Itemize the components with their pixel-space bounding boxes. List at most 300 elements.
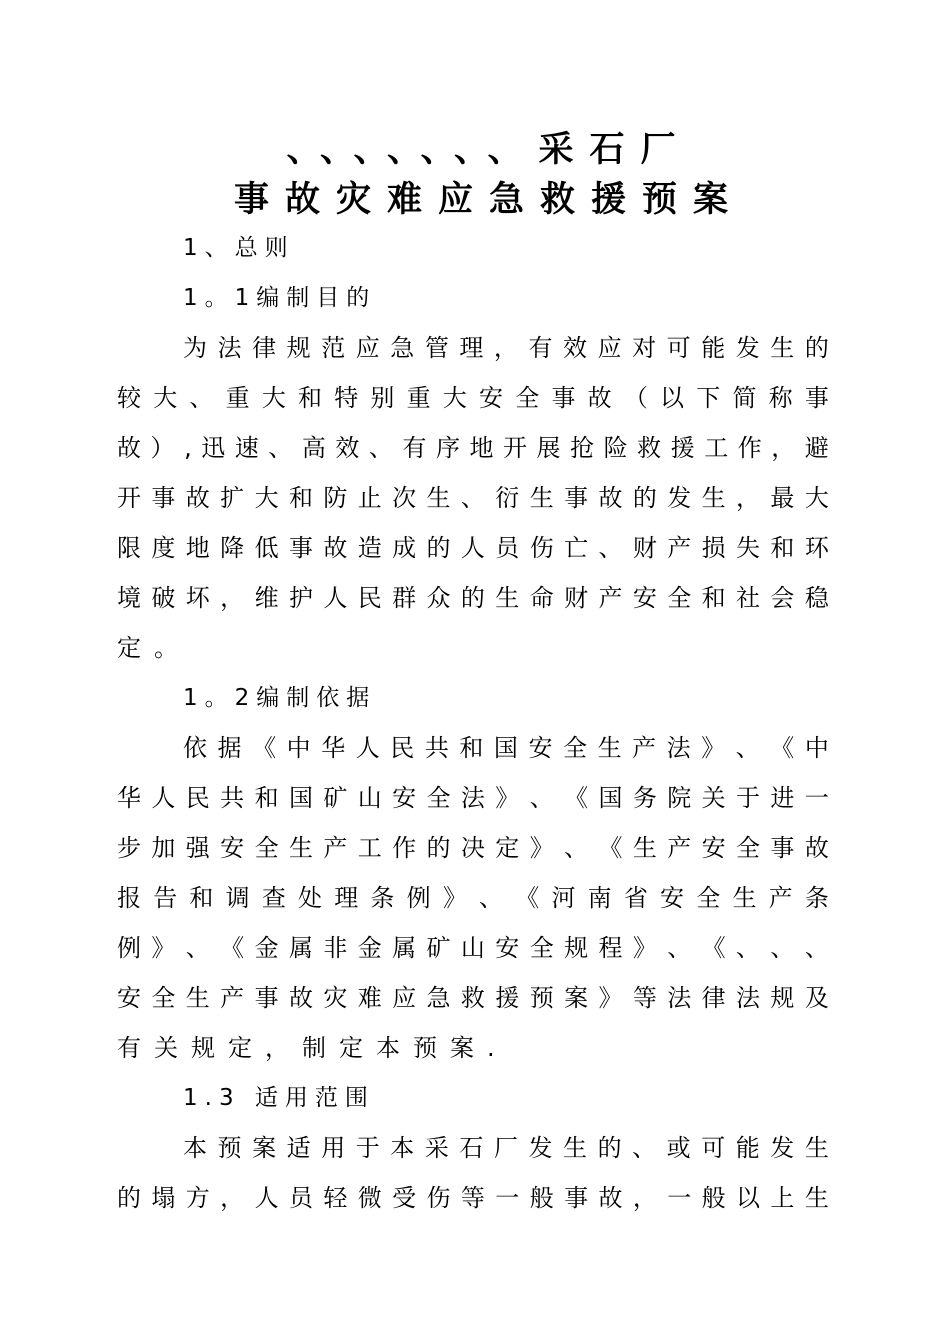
text-char: 务 <box>632 784 657 812</box>
text-char: 作 <box>737 434 762 462</box>
text-char: 以 <box>736 1184 761 1212</box>
text-char: 人 <box>460 534 485 562</box>
document-title-line1: 、、、、、、、采石厂 <box>286 130 692 170</box>
text-char: ） <box>150 434 175 462</box>
text-char: 稳 <box>804 584 829 612</box>
paragraph-line <box>117 632 829 664</box>
text-char: 产 <box>667 534 692 562</box>
text-char: 人 <box>355 734 380 762</box>
text-char: 援 <box>670 434 695 462</box>
text-char: 全 <box>736 834 761 862</box>
text-char: 安 <box>479 384 504 412</box>
text-char: 社 <box>736 584 761 612</box>
text-char: 步 <box>117 834 141 862</box>
text-char: 有 <box>528 334 553 362</box>
text-char: 案 <box>252 1134 277 1162</box>
text-char: ， <box>771 434 796 462</box>
text-char: 发 <box>770 1134 795 1162</box>
text-char: 急 <box>426 984 451 1012</box>
text-char: 《 <box>598 834 623 862</box>
text-char: 定 <box>495 834 520 862</box>
text-char: 一 <box>804 784 829 812</box>
text-char: 众 <box>426 584 451 612</box>
text-char: 故 <box>185 484 210 512</box>
text-char: 的 <box>597 1134 622 1162</box>
text-char: 发 <box>667 484 692 512</box>
text-char: 关 <box>154 1034 178 1062</box>
text-char: 《 <box>252 734 277 762</box>
text-char: 全 <box>515 384 540 412</box>
text-char: 安 <box>392 784 417 812</box>
text-char: 关 <box>701 784 726 812</box>
text-char: 金 <box>254 934 279 962</box>
paragraph-line <box>117 882 829 914</box>
text-char: 中 <box>286 734 311 762</box>
text-char: 管 <box>424 334 449 362</box>
text-char: 全 <box>696 884 721 912</box>
text-char: , <box>184 434 192 462</box>
text-char: 理 <box>459 334 484 362</box>
text-char: 发 <box>735 334 760 362</box>
paragraph-line <box>117 982 829 1014</box>
text-char: 简 <box>732 384 757 412</box>
text-char: 次 <box>392 484 417 512</box>
text-char: 本 <box>183 1134 207 1162</box>
text-char: 、 <box>667 934 692 962</box>
paragraph-line <box>183 732 829 764</box>
text-char: 律 <box>701 984 726 1012</box>
text-char: 、 <box>189 384 214 412</box>
text-char: 亡 <box>564 534 589 562</box>
text-char: 生 <box>701 484 726 512</box>
text-char: 发 <box>528 1134 553 1162</box>
text-char: 生 <box>426 484 451 512</box>
text-char: 和 <box>288 484 313 512</box>
text-char: 矿 <box>426 934 451 962</box>
text-char: 境 <box>117 584 141 612</box>
text-char: 理 <box>334 884 359 912</box>
text-char: 法 <box>667 984 692 1012</box>
text-char: 速 <box>234 434 259 462</box>
text-char: 急 <box>390 334 415 362</box>
text-char: ， <box>632 1184 657 1212</box>
text-char: 例 <box>406 884 431 912</box>
text-char: 低 <box>254 534 279 562</box>
text-char: 效 <box>335 434 360 462</box>
text-char: 的 <box>426 534 451 562</box>
text-char: 华 <box>117 784 141 812</box>
text-char: 工 <box>357 834 382 862</box>
text-char: 或 <box>666 1134 691 1162</box>
text-char: 别 <box>370 384 395 412</box>
text-char: 南 <box>587 884 612 912</box>
text-char: 产 <box>598 584 623 612</box>
section-heading-basis: 1。2编制依据 <box>183 685 377 711</box>
text-char: 国 <box>493 734 518 762</box>
paragraph-line <box>117 432 829 464</box>
text-char: 》 <box>701 734 726 762</box>
text-char: 对 <box>632 334 657 362</box>
text-char: 故 <box>323 534 348 562</box>
text-char: 等 <box>460 1184 485 1212</box>
text-char: 生 <box>770 334 795 362</box>
text-char: 调 <box>225 884 250 912</box>
text-char: 生 <box>597 734 622 762</box>
text-char: 止 <box>357 484 382 512</box>
text-char: 案 <box>450 1034 474 1062</box>
text-char: 非 <box>323 934 348 962</box>
text-char: 限 <box>117 534 141 562</box>
text-char: 定 <box>117 634 141 662</box>
text-char: 、 <box>735 734 760 762</box>
text-char: 抢 <box>570 434 595 462</box>
text-char: 《 <box>564 784 589 812</box>
text-char: 程 <box>598 934 623 962</box>
text-char: 人 <box>254 1184 279 1212</box>
text-char: 微 <box>357 1184 382 1212</box>
text-char: 和 <box>701 584 726 612</box>
text-char: 《 <box>515 884 540 912</box>
text-char: 般 <box>701 1184 726 1212</box>
text-char: 作 <box>392 834 417 862</box>
text-char: 加 <box>151 834 176 862</box>
text-char: 故 <box>598 484 623 512</box>
text-char: 安 <box>528 734 553 762</box>
text-char: 、 <box>804 934 829 962</box>
text-char: 制 <box>302 1034 326 1062</box>
text-char: 法 <box>666 734 691 762</box>
text-char: 、 <box>529 784 554 812</box>
text-char: 报 <box>117 884 141 912</box>
paragraph-line <box>117 532 829 564</box>
text-char: 法 <box>736 984 761 1012</box>
text-char: 属 <box>288 934 313 962</box>
text-char: 开 <box>117 484 141 512</box>
text-char: 定 <box>228 1034 252 1062</box>
text-char: 上 <box>770 1184 795 1212</box>
text-char: 、 <box>368 434 393 462</box>
text-char: 和 <box>254 784 279 812</box>
text-char: 本 <box>376 1034 400 1062</box>
text-char: 故 <box>804 834 829 862</box>
text-char: 》 <box>529 834 554 862</box>
text-char: 受 <box>392 1184 417 1212</box>
text-char: 及 <box>804 984 829 1012</box>
text-char: 采 <box>424 1134 449 1162</box>
text-char: 的 <box>460 584 485 612</box>
text-char: 等 <box>632 984 657 1012</box>
text-char: 事 <box>804 384 829 412</box>
text-char: 故 <box>288 984 313 1012</box>
text-char: 条 <box>804 884 829 912</box>
text-char: 产 <box>323 834 348 862</box>
text-char: 共 <box>424 734 449 762</box>
text-char: 。 <box>154 634 178 662</box>
text-char: 金 <box>357 934 382 962</box>
text-char: 产 <box>220 984 245 1012</box>
text-char: 避 <box>804 434 829 462</box>
text-char: 高 <box>301 434 326 462</box>
text-char: 产 <box>632 734 657 762</box>
text-char: 一 <box>667 1184 692 1212</box>
text-char: 、 <box>598 534 623 562</box>
text-char: 度 <box>151 534 176 562</box>
text-char: 》 <box>495 784 520 812</box>
text-char: 有 <box>117 1034 141 1062</box>
text-char: 员 <box>495 534 520 562</box>
text-char: 能 <box>735 1134 760 1162</box>
text-char: 于 <box>355 1134 380 1162</box>
text-char: 命 <box>529 584 554 612</box>
text-char: ， <box>220 1184 245 1212</box>
text-char: 预 <box>413 1034 437 1062</box>
text-char: 生 <box>732 884 757 912</box>
text-char: 告 <box>153 884 178 912</box>
text-char: 安 <box>495 934 520 962</box>
text-char: 大 <box>442 384 467 412</box>
text-char: 为 <box>183 334 207 362</box>
text-char: 石 <box>459 1134 484 1162</box>
text-char: 衍 <box>495 484 520 512</box>
text-char: 坏 <box>185 584 210 612</box>
text-char: 、 <box>460 484 485 512</box>
text-char: 迅 <box>201 434 226 462</box>
text-char: 较 <box>117 384 141 412</box>
paragraph-line <box>117 582 829 614</box>
text-char: 的 <box>117 1184 141 1212</box>
text-char: 难 <box>357 984 382 1012</box>
text-char: 一 <box>495 1184 520 1212</box>
text-char: 中 <box>804 734 829 762</box>
text-char: 财 <box>564 584 589 612</box>
text-char: 有 <box>402 434 427 462</box>
text-char: 大 <box>261 384 286 412</box>
text-char: 定 <box>339 1034 363 1062</box>
text-char: 民 <box>357 584 382 612</box>
text-char: 、 <box>770 934 795 962</box>
text-char: 进 <box>770 784 795 812</box>
text-char: 》 <box>632 934 657 962</box>
text-char: 的 <box>632 484 657 512</box>
text-char: 财 <box>632 534 657 562</box>
text-char: 安 <box>701 834 726 862</box>
text-char: 可 <box>666 334 691 362</box>
text-char: 效 <box>563 334 588 362</box>
text-char: 援 <box>495 984 520 1012</box>
text-char: 全 <box>529 934 554 962</box>
text-char: 用 <box>321 1134 346 1162</box>
text-char: 、 <box>479 884 504 912</box>
text-char: 工 <box>704 434 729 462</box>
text-char: 展 <box>536 434 561 462</box>
text-char: 伤 <box>529 534 554 562</box>
section-heading-general: 1、总则 <box>183 235 295 261</box>
text-char: ， <box>265 1034 289 1062</box>
text-char: . <box>487 1034 495 1062</box>
text-char: 、 <box>736 934 761 962</box>
text-char: 事 <box>551 384 576 412</box>
text-char: 方 <box>185 1184 210 1212</box>
text-char: 规 <box>191 1034 215 1062</box>
text-char: 《 <box>701 934 726 962</box>
text-char: 河 <box>551 884 576 912</box>
text-char: 群 <box>392 584 417 612</box>
text-char: 造 <box>357 534 382 562</box>
text-char: ， <box>736 484 761 512</box>
paragraph-line <box>117 832 829 864</box>
text-char: 生 <box>632 834 657 862</box>
text-char: 险 <box>603 434 628 462</box>
text-char: 全 <box>426 784 451 812</box>
text-char: 、 <box>564 834 589 862</box>
text-char: 塌 <box>151 1184 176 1212</box>
text-char: 地 <box>469 434 494 462</box>
text-char: 于 <box>736 784 761 812</box>
text-char: 适 <box>286 1134 311 1162</box>
paragraph-line <box>183 332 829 364</box>
text-char: 查 <box>261 884 286 912</box>
text-char: 人 <box>323 584 348 612</box>
paragraph-line <box>117 1032 829 1064</box>
paragraph-line <box>117 932 829 964</box>
text-char: 、 <box>632 1134 657 1162</box>
text-char: 事 <box>254 984 279 1012</box>
text-char: 安 <box>660 884 685 912</box>
text-char: 应 <box>355 334 380 362</box>
text-char: 重 <box>225 384 250 412</box>
text-char: 和 <box>770 534 795 562</box>
text-char: 大 <box>254 484 279 512</box>
text-char: 成 <box>392 534 417 562</box>
text-char: 救 <box>460 984 485 1012</box>
text-char: 依 <box>183 734 207 762</box>
text-char: 产 <box>667 834 692 862</box>
text-char: 重 <box>406 384 431 412</box>
text-char: 特 <box>334 384 359 412</box>
paragraph-line <box>117 382 829 414</box>
text-char: 据 <box>217 734 242 762</box>
text-char: 生 <box>288 834 313 862</box>
text-char: 规 <box>286 334 311 362</box>
text-char: 法 <box>217 334 242 362</box>
text-char: 事 <box>564 484 589 512</box>
text-char: 称 <box>768 384 793 412</box>
text-char: 扩 <box>220 484 245 512</box>
text-char: 最 <box>770 484 795 512</box>
text-char: 生 <box>804 1134 829 1162</box>
text-char: 法 <box>460 784 485 812</box>
text-char: 破 <box>151 584 176 612</box>
text-char: 人 <box>151 784 176 812</box>
text-char: 全 <box>151 984 176 1012</box>
text-char: 安 <box>220 834 245 862</box>
text-char: 、 <box>185 934 210 962</box>
text-char: 和 <box>459 734 484 762</box>
text-char: 生 <box>495 584 520 612</box>
text-char: ， <box>220 584 245 612</box>
text-char: 范 <box>321 334 346 362</box>
text-char: 本 <box>390 1134 415 1162</box>
text-char: 下 <box>696 384 721 412</box>
text-char: 可 <box>701 1134 726 1162</box>
text-char: 会 <box>770 584 795 612</box>
text-char: 失 <box>736 534 761 562</box>
text-char: 生 <box>185 984 210 1012</box>
text-char: 伤 <box>426 1184 451 1212</box>
text-char: 大 <box>804 484 829 512</box>
text-char: 事 <box>564 1184 589 1212</box>
text-char: 厂 <box>493 1134 518 1162</box>
text-char: 安 <box>117 984 141 1012</box>
text-char: 应 <box>392 984 417 1012</box>
paragraph-line <box>117 1182 829 1214</box>
text-char: 护 <box>288 584 313 612</box>
text-char: 维 <box>254 584 279 612</box>
text-char: 民 <box>185 784 210 812</box>
text-char: （ <box>623 384 648 412</box>
text-char: 产 <box>768 884 793 912</box>
text-char: 般 <box>529 1184 554 1212</box>
text-char: 国 <box>598 784 623 812</box>
text-char: 故 <box>598 1184 623 1212</box>
document-title-line2: 事故灾难应急救援预案 <box>233 180 744 220</box>
text-char: 条 <box>370 884 395 912</box>
text-char: 华 <box>321 734 346 762</box>
text-char: 降 <box>220 534 245 562</box>
text-char: 预 <box>529 984 554 1012</box>
text-char: 生 <box>804 1184 829 1212</box>
text-char: 案 <box>564 984 589 1012</box>
text-char: 国 <box>288 784 313 812</box>
text-char: 开 <box>503 434 528 462</box>
text-char: 生 <box>563 1134 588 1162</box>
text-char: 规 <box>770 984 795 1012</box>
section-heading-purpose: 1。1编制目的 <box>183 285 377 311</box>
text-char: 属 <box>392 934 417 962</box>
text-char: 》 <box>442 884 467 912</box>
text-char: 能 <box>701 334 726 362</box>
text-char: 山 <box>460 934 485 962</box>
text-char: 地 <box>185 534 210 562</box>
text-char: 山 <box>357 784 382 812</box>
text-char: 》 <box>151 934 176 962</box>
text-char: 环 <box>804 534 829 562</box>
text-char: 全 <box>254 834 279 862</box>
text-char: 安 <box>632 584 657 612</box>
text-char: 省 <box>623 884 648 912</box>
text-char: 矿 <box>323 784 348 812</box>
text-char: 防 <box>323 484 348 512</box>
text-char: 决 <box>460 834 485 862</box>
text-char: 生 <box>529 484 554 512</box>
text-char: 事 <box>770 834 795 862</box>
text-char: 大 <box>153 384 178 412</box>
text-char: 以 <box>660 384 685 412</box>
text-char: 救 <box>637 434 662 462</box>
text-char: 和 <box>298 384 323 412</box>
text-char: 处 <box>298 884 323 912</box>
text-char: 》 <box>598 984 623 1012</box>
text-char: 和 <box>189 884 214 912</box>
paragraph-line <box>183 1132 829 1164</box>
text-char: 《 <box>770 734 795 762</box>
text-char: 《 <box>220 934 245 962</box>
text-char: 轻 <box>323 1184 348 1212</box>
text-char: 强 <box>185 834 210 862</box>
text-char: 例 <box>117 934 141 962</box>
text-char: 故 <box>587 384 612 412</box>
text-char: 院 <box>667 784 692 812</box>
